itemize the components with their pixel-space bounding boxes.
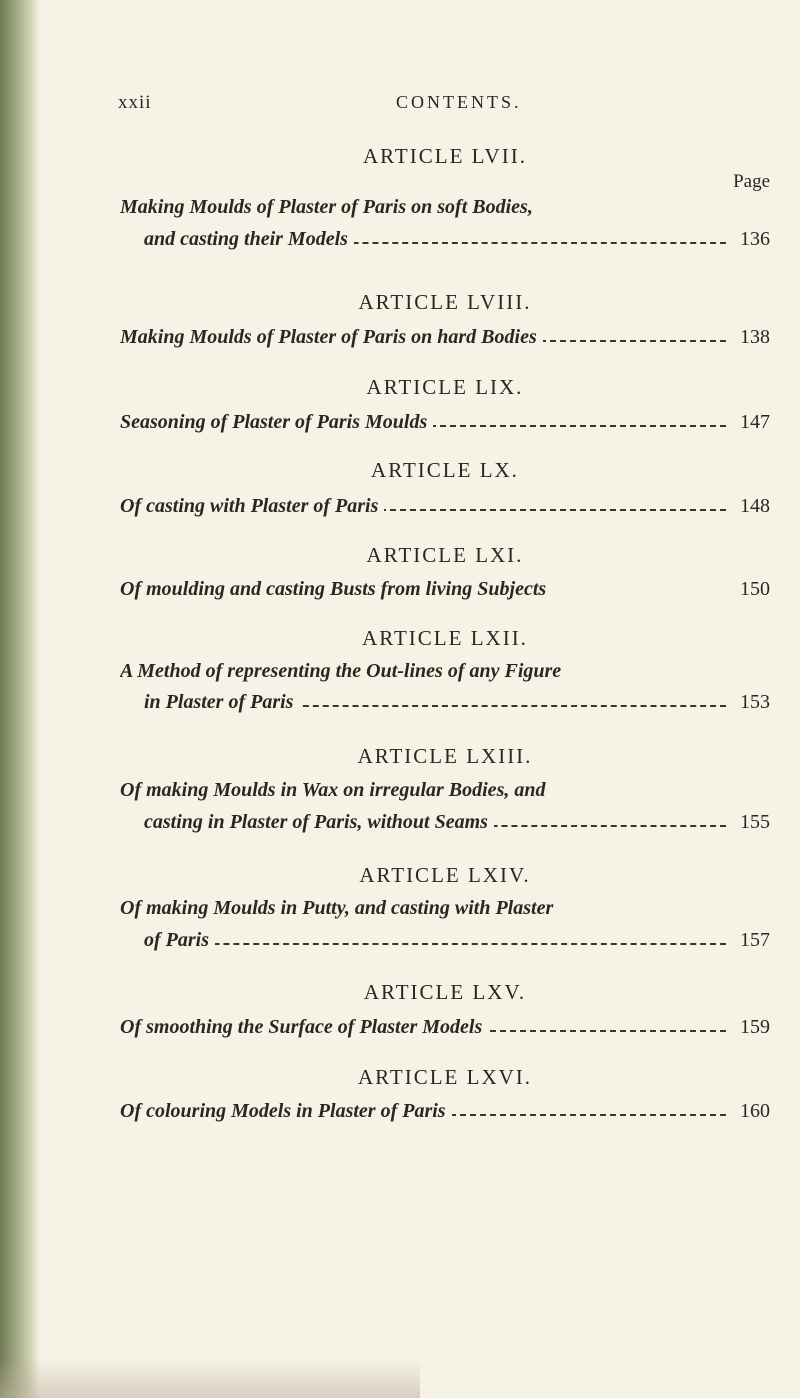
page-number: 138 xyxy=(734,326,770,349)
entry-text: Of moulding and casting Busts from living Subjects xyxy=(120,578,552,601)
entry-text: Making Moulds of Plaster of Paris on soft Bodies, xyxy=(120,196,539,219)
article-heading: ARTICLE LIX. xyxy=(366,375,524,399)
leader-dots xyxy=(144,943,726,945)
page-number: 136 xyxy=(734,228,770,251)
page-folio: xxii xyxy=(118,92,152,113)
article-heading: ARTICLE LXIV. xyxy=(359,863,531,887)
entry-line xyxy=(120,897,770,925)
page-column-label: Page xyxy=(733,171,770,192)
entry-line xyxy=(120,779,770,807)
entry-text: Of casting with Plaster of Paris xyxy=(120,495,384,518)
page-gutter-shadow xyxy=(0,0,40,1398)
running-title: CONTENTS. xyxy=(396,92,522,112)
article-heading: ARTICLE LVIII. xyxy=(358,290,532,314)
entry-line xyxy=(120,1016,770,1044)
entry-line xyxy=(144,691,770,719)
entry-text: Of making Moulds in Putty, and casting with Plaster xyxy=(120,897,559,920)
page-number: 150 xyxy=(734,578,770,601)
entry-line xyxy=(120,495,770,523)
entry-line xyxy=(120,326,770,354)
article-heading: ARTICLE LVII. xyxy=(363,144,527,168)
entry-text: of Paris xyxy=(144,929,215,952)
entry-line xyxy=(120,196,770,224)
article-heading: ARTICLE LXV. xyxy=(363,980,527,1004)
article-heading: ARTICLE LXVI. xyxy=(357,1065,533,1089)
entry-text: Making Moulds of Plaster of Paris on hard Bodies xyxy=(120,326,543,349)
entry-text: and casting their Models xyxy=(144,228,354,251)
article-heading: ARTICLE LXI. xyxy=(366,543,524,567)
article-heading: ARTICLE LX. xyxy=(371,458,519,482)
page-number: 157 xyxy=(734,929,770,952)
entry-line xyxy=(120,1100,770,1128)
page-number: 155 xyxy=(734,811,770,834)
entry-text: casting in Plaster of Paris, without Seams xyxy=(144,811,494,834)
entry-text: in Plaster of Paris xyxy=(144,691,299,714)
page-number: 159 xyxy=(734,1016,770,1039)
page-number: 148 xyxy=(734,495,770,518)
page-number: 153 xyxy=(734,691,770,714)
entry-text: A Method of representing the Out-lines of any Figure xyxy=(120,660,567,683)
entry-line xyxy=(144,811,770,839)
article-heading: ARTICLE LXII. xyxy=(362,626,528,650)
entry-line xyxy=(120,578,770,606)
entry-text: Seasoning of Plaster of Paris Moulds xyxy=(120,411,433,434)
entry-line xyxy=(120,660,770,688)
entry-line xyxy=(144,228,770,256)
entry-text: Of making Moulds in Wax on irregular Bodies, and xyxy=(120,779,551,802)
page-number: 160 xyxy=(734,1100,770,1123)
contents-column xyxy=(120,0,770,1398)
entry-text: Of colouring Models in Plaster of Paris xyxy=(120,1100,452,1123)
article-heading: ARTICLE LXIII. xyxy=(357,744,533,768)
entry-text: Of smoothing the Surface of Plaster Models xyxy=(120,1016,488,1039)
entry-line xyxy=(144,929,770,957)
entry-line xyxy=(120,411,770,439)
page-number: 147 xyxy=(734,411,770,434)
